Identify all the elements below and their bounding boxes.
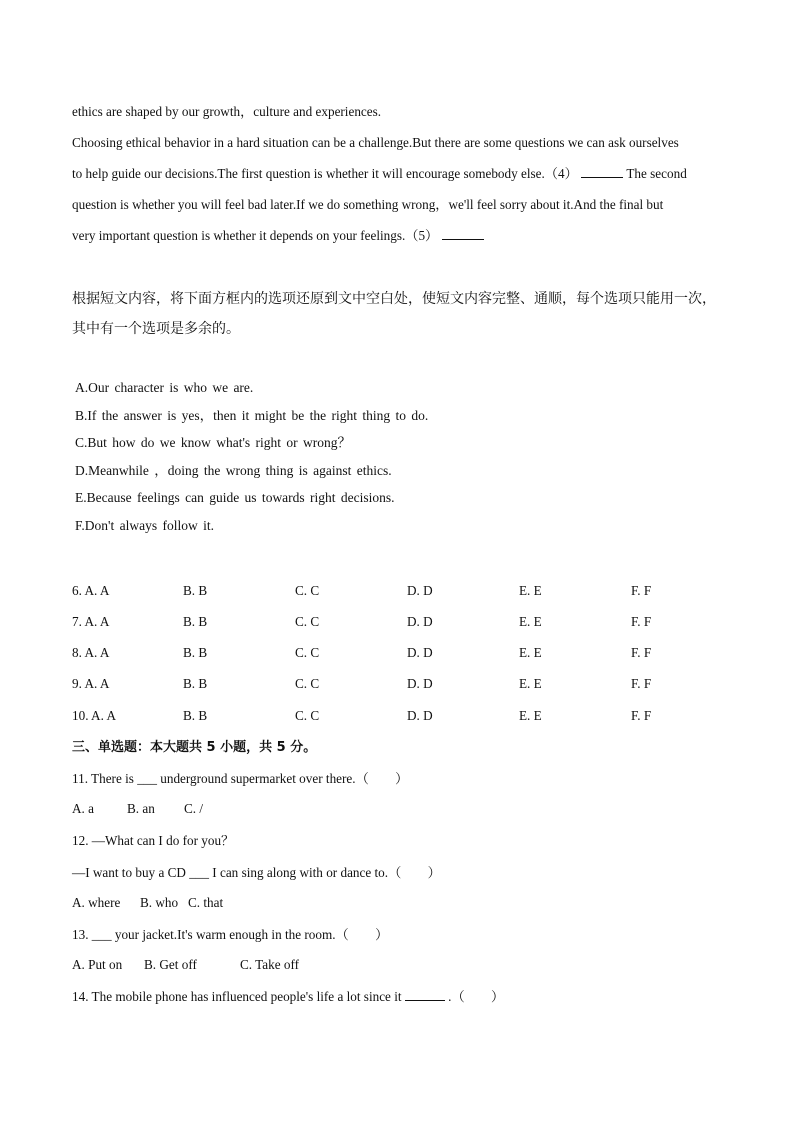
choice[interactable]: B. B bbox=[183, 583, 208, 598]
choice[interactable]: B. B bbox=[183, 708, 208, 723]
answer-row-7 bbox=[72, 614, 772, 632]
passage-line-3 bbox=[72, 165, 724, 183]
choice[interactable]: A. a bbox=[72, 801, 94, 816]
answer-row-10 bbox=[72, 708, 772, 726]
choice[interactable]: E. E bbox=[519, 708, 542, 723]
choice[interactable]: D. D bbox=[407, 676, 433, 691]
section-heading bbox=[72, 739, 724, 757]
option-b: B.If the answer is yes，then it might be the right thing to do. bbox=[75, 408, 429, 423]
instruction-line-1: 根据短文内容，将下面方框内的选项还原到文中空白处，使短文内容完整、通顺，每个选项只能用一次， bbox=[72, 291, 716, 307]
choice[interactable]: 10. A. A bbox=[72, 708, 116, 723]
choice[interactable]: C. C bbox=[295, 708, 320, 723]
choice[interactable]: C. that bbox=[188, 895, 224, 910]
question-13-options bbox=[72, 957, 772, 975]
choice[interactable]: F. F bbox=[631, 645, 652, 660]
answer-row-9 bbox=[72, 676, 772, 694]
choice[interactable]: B. B bbox=[183, 676, 208, 691]
blank-14 bbox=[405, 988, 445, 1001]
choice[interactable]: F. F bbox=[631, 676, 652, 691]
passage-line-3-tail: The second bbox=[626, 166, 687, 181]
choice[interactable]: 8. A. A bbox=[72, 645, 110, 660]
option-c: C.But how do we know what's right or wrong？ bbox=[75, 435, 352, 450]
choice[interactable]: 9. A. A bbox=[72, 676, 110, 691]
passage-line-4: question is whether you will feel bad later.If we do something wrong，we'll feel sorry about it.And the final but bbox=[72, 197, 664, 212]
question-11: 11. There is ___ underground supermarket over there.（ ） bbox=[72, 771, 409, 786]
choice[interactable]: B. who bbox=[140, 895, 179, 910]
question-12-options bbox=[72, 895, 772, 913]
passage-line-3-text: to help guide our decisions.The first question is whether it will encourage somebody else.（4） bbox=[72, 166, 578, 181]
choice[interactable]: D. D bbox=[407, 614, 433, 629]
choice[interactable]: C. / bbox=[184, 801, 204, 816]
choice[interactable]: C. Take off bbox=[240, 957, 300, 972]
choice[interactable]: A. where bbox=[72, 895, 121, 910]
choice[interactable]: C. C bbox=[295, 645, 320, 660]
choice[interactable]: F. F bbox=[631, 708, 652, 723]
choice[interactable]: C. C bbox=[295, 614, 320, 629]
question-14-text: 14. The mobile phone has influenced people's life a lot since it bbox=[72, 989, 402, 1004]
choice[interactable]: D. D bbox=[407, 583, 433, 598]
choice[interactable]: F. F bbox=[631, 614, 652, 629]
question-13: 13. ___ your jacket.It's warm enough in the room.（ ） bbox=[72, 927, 389, 942]
choice[interactable]: C. C bbox=[295, 676, 320, 691]
instruction-line-2: 其中有一个选项是多余的。 bbox=[72, 321, 240, 337]
choice[interactable]: E. E bbox=[519, 583, 542, 598]
choice[interactable]: B. an bbox=[127, 801, 155, 816]
choice[interactable]: B. Get off bbox=[144, 957, 197, 972]
choice[interactable]: F. F bbox=[631, 583, 652, 598]
question-12: 12. —What can I do for you？ bbox=[72, 833, 235, 848]
question-14-end: .（ ） bbox=[448, 989, 505, 1004]
choice[interactable]: 6. A. A bbox=[72, 583, 110, 598]
choice[interactable]: E. E bbox=[519, 676, 542, 691]
question-11-options bbox=[72, 801, 772, 819]
passage-line-2: Choosing ethical behavior in a hard situation can be a challenge.But there are some questions we can ask ourselves bbox=[72, 135, 679, 150]
passage-line-5-text: very important question is whether it depends on your feelings.（5） bbox=[72, 228, 439, 243]
option-d: D.Meanwhile ，doing the wrong thing is against ethics. bbox=[75, 463, 392, 478]
choice[interactable]: B. B bbox=[183, 645, 208, 660]
section-heading-text: 三、单选题：本大题共 5 小题，共 5 分。 bbox=[72, 740, 317, 755]
passage-line-5 bbox=[72, 227, 724, 245]
option-e: E.Because feelings can guide us towards right decisions. bbox=[75, 490, 395, 505]
choice[interactable]: C. C bbox=[295, 583, 320, 598]
choice[interactable]: D. D bbox=[407, 708, 433, 723]
choice[interactable]: B. B bbox=[183, 614, 208, 629]
passage-line-1: ethics are shaped by our growth，culture and experiences. bbox=[72, 104, 382, 119]
choice[interactable]: E. E bbox=[519, 645, 542, 660]
question-12-line-2: —I want to buy a CD ___ I can sing along with or dance to.（ ） bbox=[72, 865, 441, 880]
question-14 bbox=[72, 988, 724, 1006]
blank-5 bbox=[442, 227, 484, 240]
option-a: A.Our character is who we are. bbox=[75, 380, 254, 395]
answer-row-6 bbox=[72, 583, 772, 601]
blank-4 bbox=[581, 165, 623, 178]
choice[interactable]: E. E bbox=[519, 614, 542, 629]
choice[interactable]: 7. A. A bbox=[72, 614, 110, 629]
option-f: F.Don't always follow it. bbox=[75, 518, 214, 533]
choice[interactable]: A. Put on bbox=[72, 957, 123, 972]
choice[interactable]: D. D bbox=[407, 645, 433, 660]
answer-row-8 bbox=[72, 645, 772, 663]
